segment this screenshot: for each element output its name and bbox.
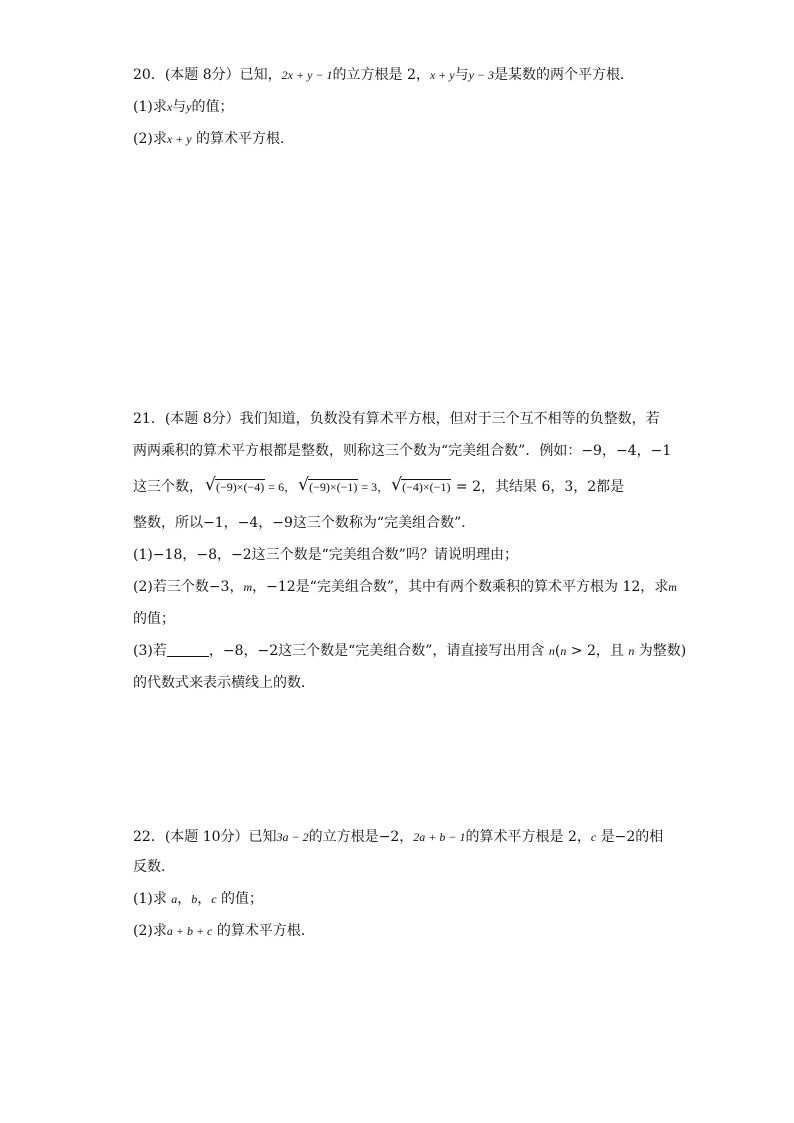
q21-line-4: 整数，所以−1，−4，−9这三个数称为“完美组合数”．: [133, 515, 476, 531]
var-b: b: [191, 892, 198, 906]
q20-text: 是某数的两个平方根．: [494, 67, 635, 83]
q21-text: > 2，且: [566, 643, 629, 659]
q21-line-3: [133, 476, 624, 498]
q22-text: 的算术平方根．: [212, 923, 315, 939]
var-x: x: [166, 100, 173, 114]
expr-x-plus-y: x + y: [166, 132, 192, 146]
var-a: a: [171, 892, 178, 906]
q21-text: ，−12是“完美组合数”，其中有两个数乘积的算术平方根为 12，求: [252, 579, 669, 595]
answer-blank[interactable]: [167, 642, 209, 657]
sqrt-expression: [391, 476, 451, 498]
q22-text: ，: [177, 891, 192, 907]
q22-text: ，: [197, 891, 212, 907]
q21-text: 为整数): [634, 643, 687, 659]
q20-part1-label: (1)求: [133, 99, 167, 115]
q20-heading: 20．(本题 8分）已知，: [133, 67, 282, 83]
radicand: (−4)×(−1): [402, 480, 451, 494]
q21-line-2: 两两乘积的算术平方根都是整数，则称这三个数为“完美组合数”．例如：−9，−4，−1: [133, 443, 672, 459]
radical-icon: √: [391, 475, 402, 495]
radicand: (−9)×(−1): [309, 480, 358, 494]
var-c: c: [590, 830, 597, 844]
q20-text: 的立方根是 2，: [332, 67, 430, 83]
q21-text: = 3，: [358, 480, 390, 494]
q22-heading: 22．(本题 10分）已知: [133, 829, 277, 845]
var-m: m: [243, 580, 253, 594]
q21-part-3-cont: 的代数式来表示横线上的数．: [133, 675, 315, 691]
q21-part-2: [133, 576, 677, 598]
q21-text: = 2，其结果 6，3，2都是: [451, 479, 625, 495]
q22-line-1: [133, 826, 663, 848]
q21-part-1: (1)−18，−8，−2这三个数是“完美组合数”吗？请说明理由；: [133, 547, 518, 563]
var-m: m: [668, 580, 677, 594]
expr-2a-b-1: 2a + b − 1: [413, 830, 466, 844]
q21-text: (3)若: [133, 643, 167, 659]
q22-line-2: 反数．: [133, 859, 175, 875]
q22-text: 的值；: [216, 891, 264, 907]
radical-icon: √: [298, 475, 309, 495]
radical-icon: √: [205, 475, 216, 495]
q22-text: 是−2的相: [596, 829, 664, 845]
q22-part-1: [133, 888, 263, 910]
q21-part-3: [133, 640, 686, 662]
q22-text: 的立方根是−2，: [308, 829, 414, 845]
var-c: c: [211, 892, 217, 906]
q20-line-1: [133, 64, 634, 86]
q20-part-1: [133, 96, 234, 118]
q20-text: 的值；: [191, 99, 234, 115]
expr-3a-minus-2: 3a − 2: [276, 830, 309, 844]
q21-text: = 6，: [265, 480, 297, 494]
q21-line-1: 21．(本题 8分）我们知道，负数没有算术平方根，但对于三个互不相等的负整数，若: [133, 411, 660, 427]
q20-text: 与: [172, 99, 187, 115]
q22-text: (2)求: [133, 923, 167, 939]
q22-text: (1)求: [133, 891, 172, 907]
var-y: y: [186, 100, 192, 114]
var-n: n: [548, 644, 555, 658]
var-n: n: [560, 644, 567, 658]
expr-a-b-c: a + b + c: [166, 924, 213, 938]
q20-expr-x-plus-y: x + y: [429, 68, 455, 82]
q20-text: 的算术平方根．: [191, 131, 295, 147]
q20-text: 与: [454, 67, 469, 83]
q21-part-2-cont: 的值；: [133, 611, 175, 627]
sqrt-expression: [205, 476, 265, 498]
sqrt-expression: [298, 476, 358, 498]
q22-text: 的算术平方根是 2，: [465, 829, 591, 845]
q21-text: (: [554, 643, 561, 659]
q21-text: 这三个数，: [133, 479, 203, 495]
q20-part-2: [133, 128, 294, 150]
radicand: (−9)×(−4): [216, 480, 265, 494]
q20-expr-y-minus-3: y − 3: [468, 68, 495, 82]
q20-expr-2x-y-1: 2x + y − 1: [281, 68, 333, 82]
q22-part-2: [133, 920, 315, 942]
q21-text: ，−8，−2这三个数是“完美组合数”，请直接写出用含: [208, 643, 549, 659]
q20-part2-label: (2)求: [133, 131, 167, 147]
var-n: n: [628, 644, 635, 658]
q21-text: (2)若三个数−3，: [133, 579, 244, 595]
